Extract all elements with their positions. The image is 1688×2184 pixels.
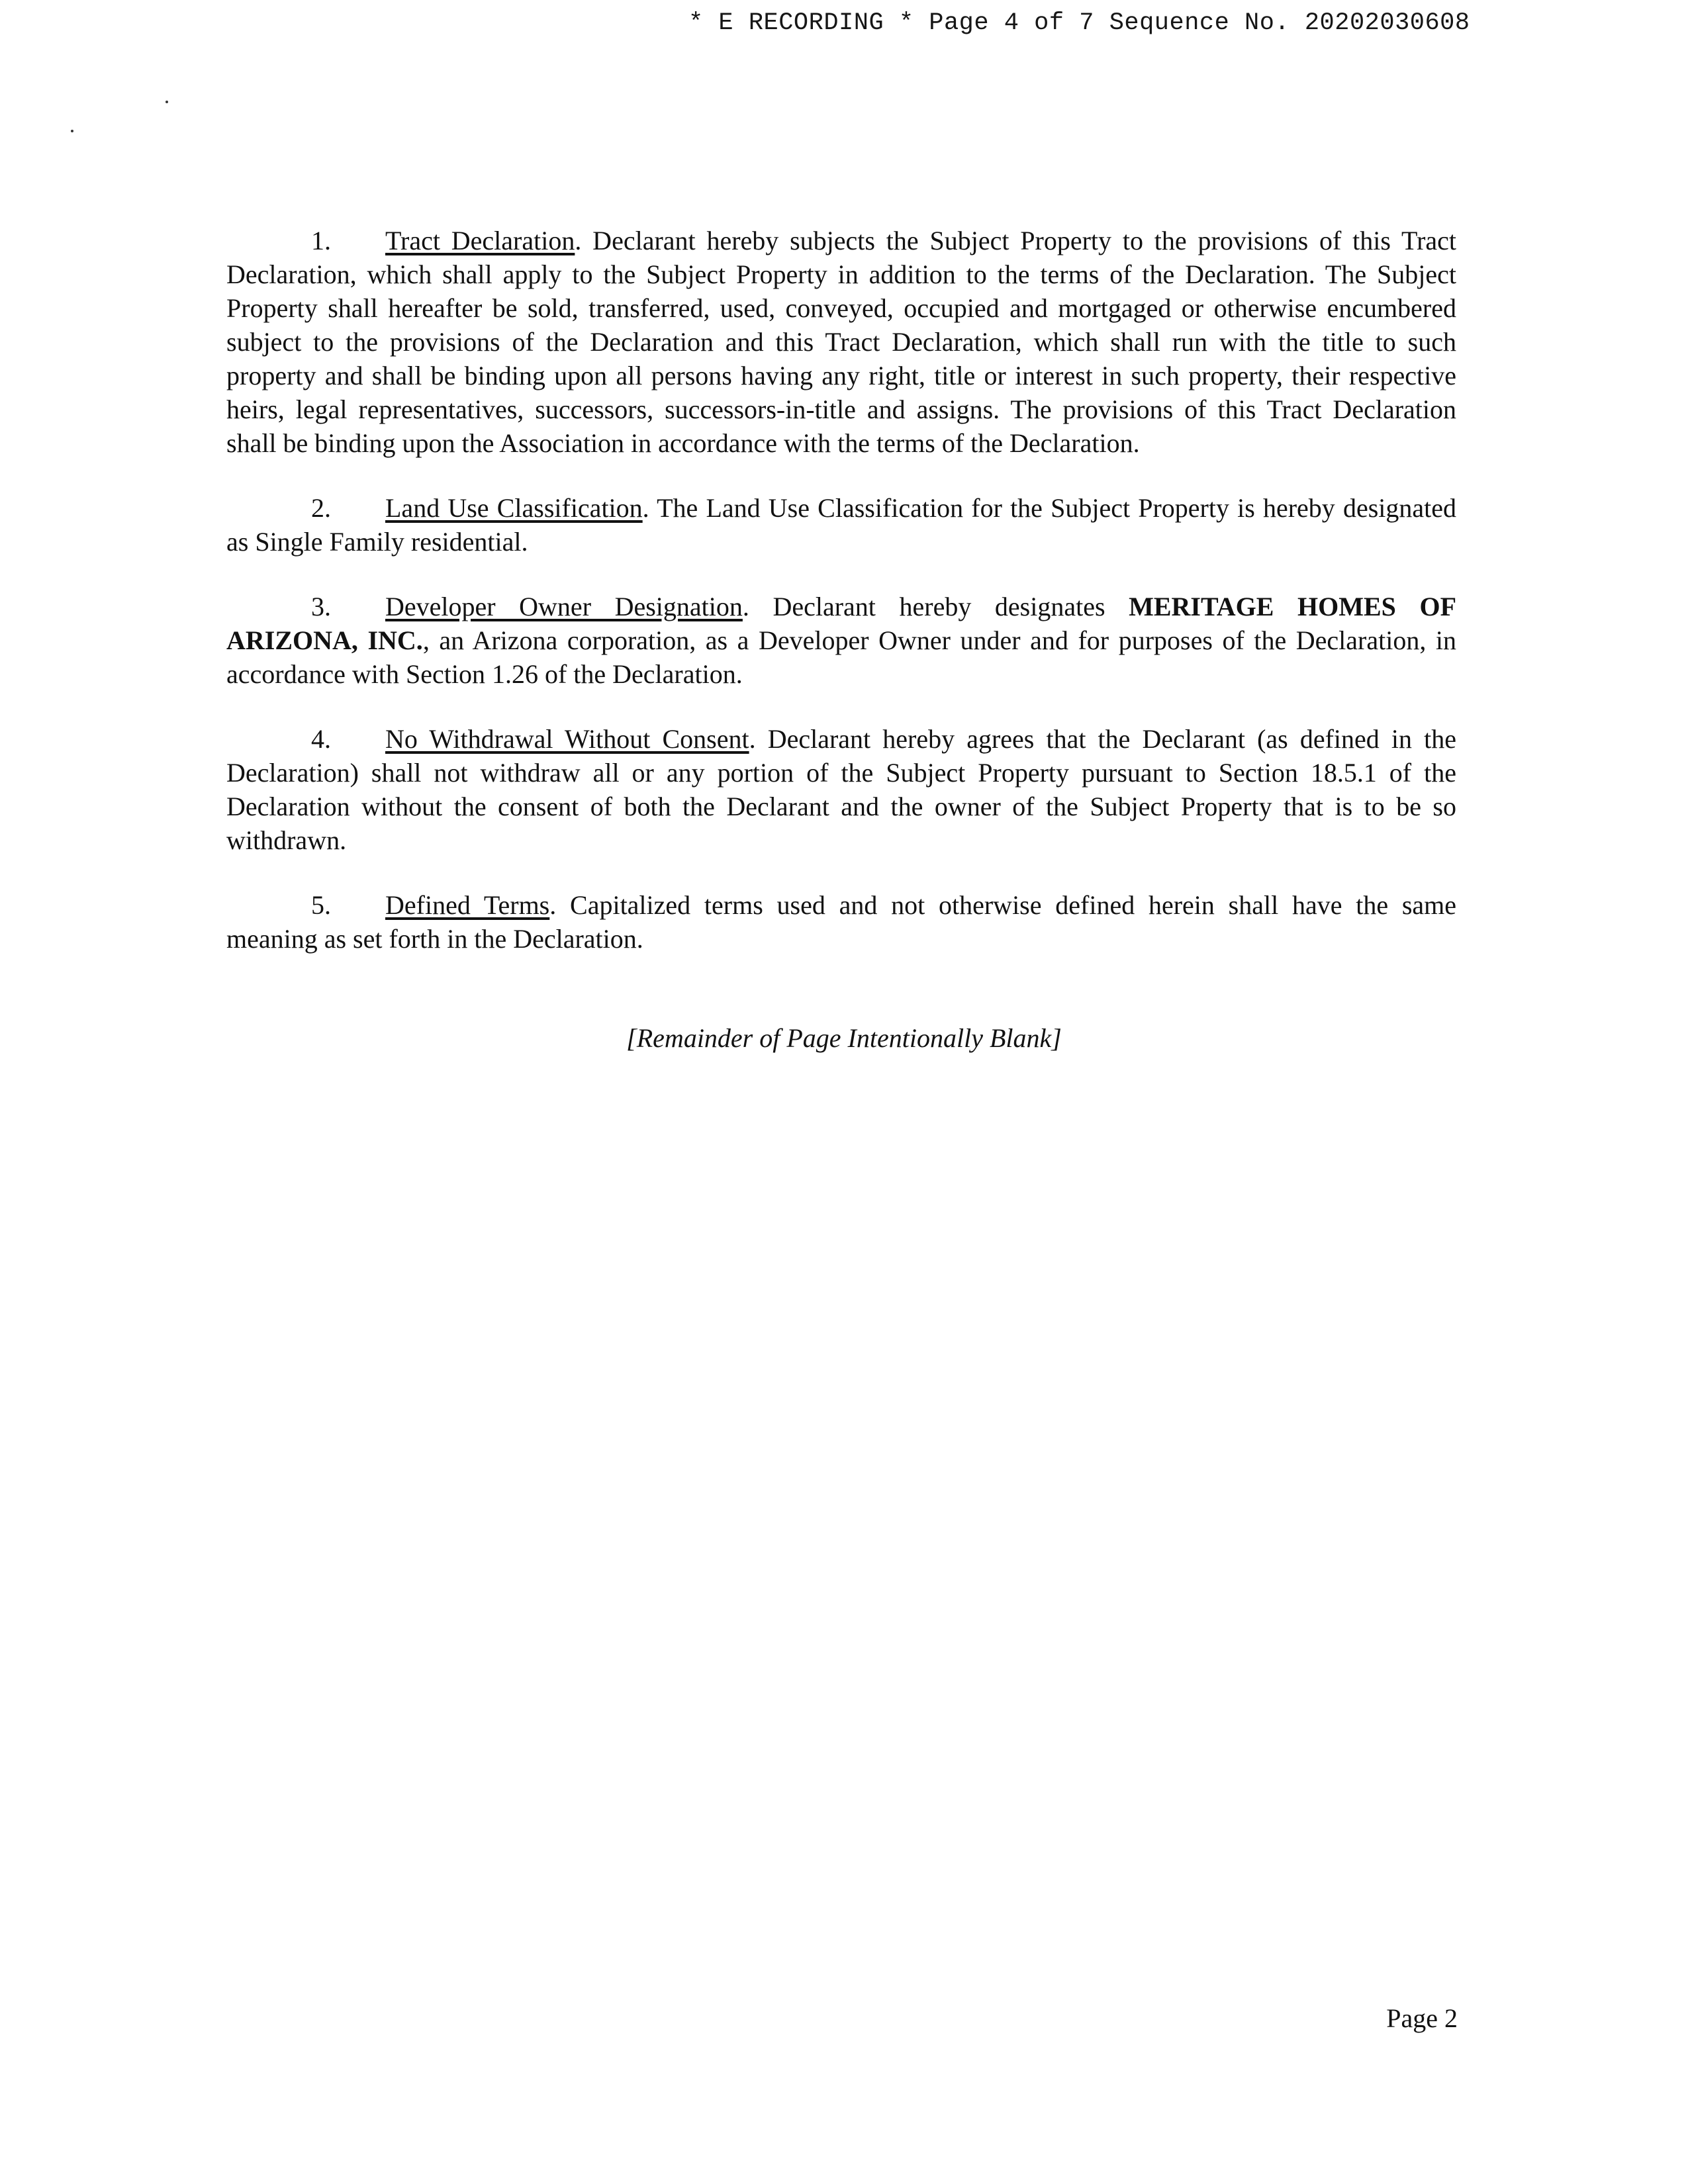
scan-speck xyxy=(165,101,168,103)
section-number: 5. xyxy=(311,890,331,920)
section-number: 4. xyxy=(311,724,331,754)
section-number: 3. xyxy=(311,592,331,621)
company-name: MERITAGE HOMES OF ARIZONA, INC. xyxy=(226,592,1456,655)
section-3 xyxy=(226,590,1456,691)
section-heading: Developer Owner Designation xyxy=(385,592,743,621)
document-body xyxy=(226,224,1456,987)
section-5 xyxy=(226,888,1456,956)
section-text: . Capitalized terms used and not otherwise defined herein shall have the same meaning as set forth in the Declaration. xyxy=(226,890,1457,954)
section-text: , an Arizona corporation, as a Developer Owner under and for purposes of the Declaration, in accordance with Section 1.26 of the Declaration. xyxy=(226,625,1456,689)
section-heading: Defined Terms xyxy=(385,890,550,920)
section-heading: Land Use Classification xyxy=(385,493,643,523)
section-text: . Declarant hereby subjects the Subject Property to the provisions of this Tract Declaration, which shall apply to the Subject Property in addition to the terms of the Declaration. The Subject Property shall hereafter be sold, transferred, used, conveyed, occupied and mortgaged or otherwise encumbered subject to the provisions of the Declaration and this Tract Declaration, which shall run with the title to such property and shall be binding upon all persons having any right, title or interest in such property, their respective heirs, legal representatives, successors, successors-in-title and assigns. The provisions of this Tract Declaration shall be binding upon the Association in accordance with the terms of the Declaration. xyxy=(226,226,1457,458)
section-heading: No Withdrawal Without Consent xyxy=(385,724,749,754)
section-number: 1. xyxy=(311,226,331,255)
section-number: 2. xyxy=(311,493,331,523)
scan-speck xyxy=(71,130,73,132)
section-text: . Declarant hereby agrees that the Declarant (as defined in the Declaration) shall not withdraw all or any portion of the Subject Property pursuant to Section 18.5.1 of the Declaration without the consent of both the Declarant and the owner of the Subject Property that is to be so withdrawn. xyxy=(226,724,1456,855)
section-heading: Tract Declaration xyxy=(385,226,575,255)
recording-stamp: * E RECORDING * Page 4 of 7 Sequence No. 20202030608 xyxy=(688,9,1470,37)
section-text: . The Land Use Classification for the Subject Property is hereby designated as Single Family residential. xyxy=(226,493,1457,557)
remainder-blank-note: [Remainder of Page Intentionally Blank] xyxy=(626,1023,1062,1053)
section-1 xyxy=(226,224,1456,460)
section-4 xyxy=(226,722,1456,857)
page-number: Page 2 xyxy=(1386,2003,1458,2033)
section-2 xyxy=(226,491,1456,559)
section-text: . Declarant hereby designates xyxy=(742,592,1129,621)
